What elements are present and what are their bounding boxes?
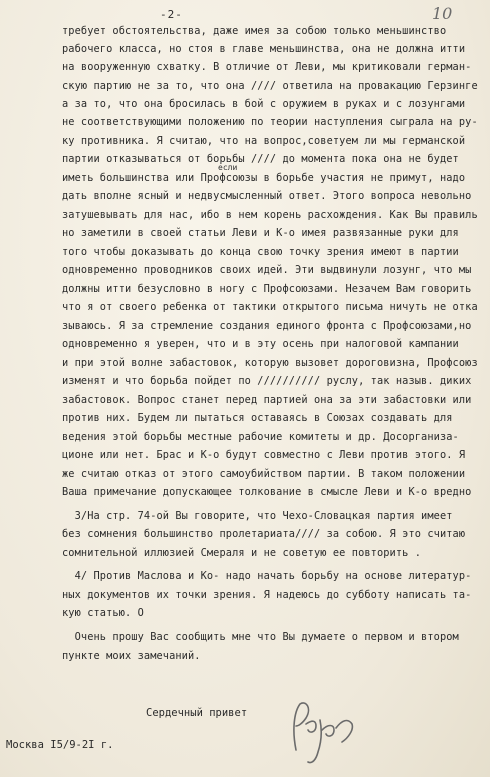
text-line: партии отказываться от борьбы //// до момента пока она не будет bbox=[62, 153, 459, 165]
text-line: кую статью. О bbox=[62, 607, 144, 619]
text-line: на вооруженную схватку. В отличие от Леви, мы критиковали герман- bbox=[62, 61, 472, 73]
place-and-date: Москва I5/9-2I г. bbox=[6, 739, 114, 751]
text-line: но заметили в своей статьи Леви и К-о имея развязанные руки для bbox=[62, 227, 459, 239]
text-line: одновременно проводников своих идей. Эти выдвинули лозунг, что мы bbox=[62, 264, 472, 276]
text-line: 3/На стр. 74-ой Вы говорите, что Чехо-Словацкая партия имеет bbox=[62, 510, 453, 522]
text-line: Ваша примечание допускающее толкование в смысле Леви и К-о вредно bbox=[62, 486, 472, 498]
handwritten-page-mark: 10 bbox=[432, 4, 453, 23]
text-line: а за то, что она бросилась в бой с оружием в руках и с лозунгами bbox=[62, 98, 466, 110]
text-line: скую партию не за то, что она //// ответила на провакацию Герзинге bbox=[62, 80, 478, 92]
text-line: должны итти безусловно в ногу с Профсоюзами. Незачем Вам говорить bbox=[62, 283, 472, 295]
text-line: что я от своего ребенка от тактики открытого письма ничуть не отка bbox=[62, 301, 478, 313]
text-line: ных документов их точки зрения. Я надеюсь до субботу написать та- bbox=[62, 589, 472, 601]
text-line: одновременно я уверен, что и в эту осень при налоговой кампании bbox=[62, 338, 459, 350]
text-line: ведения этой борьбы местные рабочие комитеты и др. Досорганиза- bbox=[62, 431, 459, 443]
text-line: изменят и что борьба пойдет по ////////// руслу, так назыв. диких bbox=[62, 375, 472, 387]
text-line: не соответствующими положению по теории наступления сыграла на ру- bbox=[62, 116, 478, 128]
text-line: иметь большинства или Профсоюзы в борьбе участия не примут, надо bbox=[62, 172, 466, 184]
page-number: -2- bbox=[160, 8, 183, 21]
text-line: и при этой волне забастовок, которую вызовет дороговизна, Профсоюз bbox=[62, 357, 478, 369]
closing-salutation: Сердечный привет bbox=[146, 707, 248, 719]
text-line: зываюсь. Я за стремление создания единого фронта с Профсоюзами,но bbox=[62, 320, 472, 332]
text-line: против них. Будем ли пытаться оставаясь в Союзах создавать для bbox=[62, 412, 453, 424]
handwritten-signature bbox=[282, 690, 372, 770]
text-line: 4/ Против Маслова и Ко- надо начать борьбу на основе литератур- bbox=[62, 570, 472, 582]
text-line: того чтобы доказывать до конца свою точку зрения имеют в партии bbox=[62, 246, 459, 258]
text-line: Очень прошу Вас сообщить мне что Вы думаете о первом и втором bbox=[62, 631, 459, 643]
text-line: дать вполне ясный и недвусмысленный ответ. Этого вопроса невольно bbox=[62, 190, 472, 202]
text-line: ку противника. Я считаю, что на вопрос,советуем ли мы германской bbox=[62, 135, 466, 147]
text-line: без сомнения большинство пролетариата//// за собою. Я это считаю bbox=[62, 528, 466, 540]
text-line: рабочего класса, но стоя в главе меньшинства, она не должна итти bbox=[62, 43, 466, 55]
text-line: ционе или нет. Брас и К-о будут совместно с Леви против этого. Я bbox=[62, 449, 466, 461]
text-line: пункте моих замечаний. bbox=[62, 650, 201, 662]
text-line: же считаю отказ от этого самоубийством партии. В таком положении bbox=[62, 468, 466, 480]
text-line: затушевывать для нас, ибо в нем корень расхождения. Как Вы правиль bbox=[62, 209, 478, 221]
handwritten-insert: если bbox=[218, 163, 238, 172]
text-line: сомнительной иллюзией Смераля и не советую ее повторить . bbox=[62, 547, 422, 559]
text-line: требует обстоятельства, даже имея за собою только меньшинство bbox=[62, 25, 447, 37]
text-line: забастовок. Вопрос станет перед партией она за эти забастовки или bbox=[62, 394, 472, 406]
